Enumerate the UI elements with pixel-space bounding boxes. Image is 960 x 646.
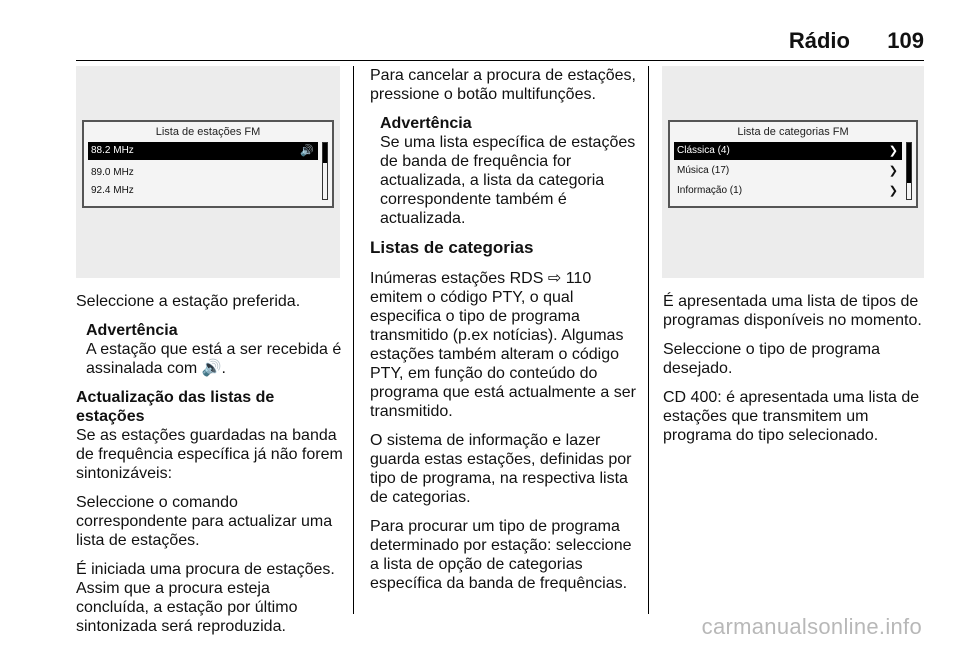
radio-display [668,120,918,208]
chevron-right-icon: ❯ [888,185,898,197]
category-row[interactable]: Música (17) ❯ [674,162,902,180]
station-row[interactable]: 92.4 MHz [91,185,134,196]
screen-title: Lista de categorias FM [737,126,849,138]
category-row[interactable]: Informação (1) ❯ [674,182,902,200]
fm-station-list-figure [76,66,340,278]
watermark: carmanualsonline.info [701,614,922,639]
page-number: 109 [887,28,924,53]
scrollbar[interactable] [322,142,328,200]
speaker-icon: 🔊 [300,145,314,157]
fm-category-list-figure [662,66,924,278]
station-row[interactable]: 89.0 MHz [91,167,134,178]
note [76,321,344,378]
column-1 [76,292,344,646]
chevron-right-icon: ❯ [888,165,898,177]
paragraph: O sistema de informação e lazer guarda estas estações, definidas por tipo de programa, na respectiva lista de categorias. [370,432,632,506]
screen-title: Lista de estações FM [155,126,261,138]
paragraph: CD 400: é apresentada uma lista de estações que transmitem um programa do tipo selecionado. [663,389,920,444]
paragraph: Seleccione o comando correspondente para actualizar uma lista de estações. [76,494,333,549]
paragraph: Seleccione o tipo de programa desejado. [663,341,881,377]
paragraph: É apresentada uma lista de tipos de programas disponíveis no momento. [663,293,922,329]
paragraph: Para cancelar a procura de estações, pressione o botão multifunções. [370,67,636,103]
header-rule [76,60,924,61]
radio-display [82,120,334,208]
paragraph: Seleccione a estação preferida. [76,293,301,310]
scrollbar[interactable] [906,142,912,200]
note-title: Advertência [86,322,178,339]
paragraph: É iniciada uma procura de estações. Assim que a procura esteja concluída, a estação por último sintonizada será reproduzida. [76,561,335,635]
scroll-thumb[interactable] [323,143,327,163]
station-row-selected[interactable]: 88.2 MHz 🔊 [88,142,318,160]
scroll-thumb[interactable] [907,143,911,183]
chapter-title: Rádio [788,28,850,53]
note-title: Advertência [380,115,472,132]
column-divider [648,66,649,614]
chevron-right-icon: ❯ [888,145,898,157]
paragraph: Inúmeras estações RDS ⇨ 110 emitem o código PTY, o qual especifica o tipo de programa transmitido (p.ex notícias). Algumas estações também alteram o código PTY, em função do conteúdo do programa que está actualmente a ser transmitido. [370,270,636,420]
page-header [0,22,960,62]
column-divider [353,66,354,614]
category-row-selected[interactable]: Clássica (4) ❯ [674,142,902,160]
note-body: Se uma lista específica de estações de banda de frequência for actualizada, a lista da categoria correspondente também é actualizada. [380,134,636,227]
paragraph: Se as estações guardadas na banda de frequência específica já não forem sintonizáveis: [76,427,343,482]
note [370,114,636,228]
section-heading: Listas de categorias [370,238,534,257]
note-body: A estação que está a ser recebida é assinalada com 🔊. [86,341,342,377]
subheading: Actualização das listas de estações [76,389,275,425]
paragraph: Para procurar um tipo de programa determinado por estação: seleccione a lista de opção de categorias específica da banda de frequências. [370,518,632,592]
column-2 [370,66,636,603]
column-3 [663,292,929,455]
